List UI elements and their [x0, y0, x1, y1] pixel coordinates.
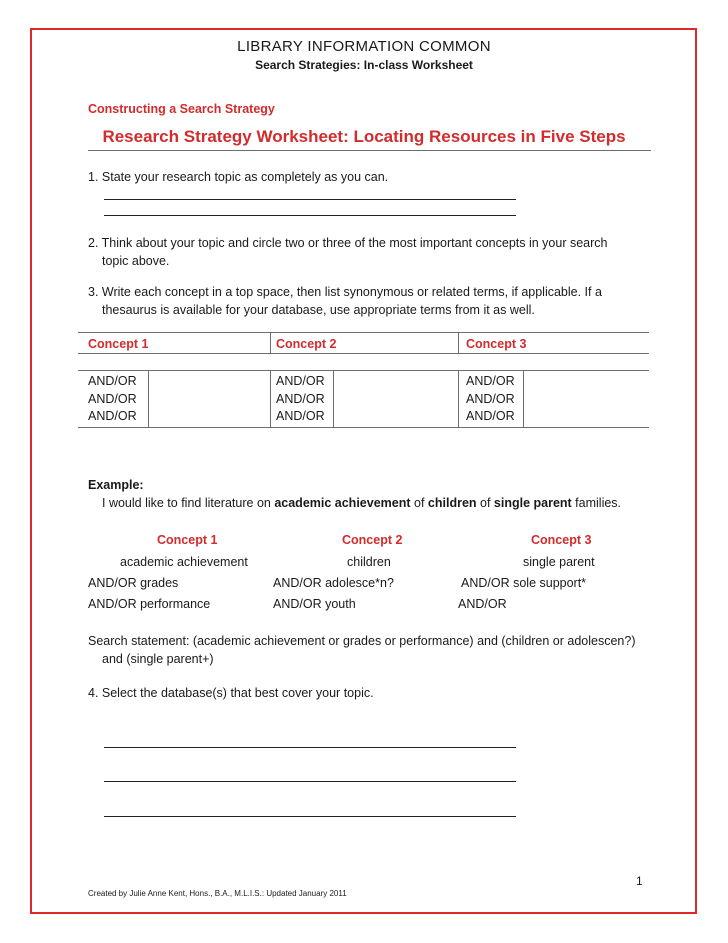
example-intro-text: I would like to find literature on	[102, 496, 275, 510]
connector-label: AND/OR	[466, 374, 515, 388]
database-answer-line-1[interactable]	[104, 747, 516, 748]
example-intro	[102, 496, 621, 510]
table-col-divider	[333, 370, 334, 427]
document-subtitle: Search Strategies: In-class Worksheet	[255, 58, 473, 72]
table-rule-header	[78, 353, 649, 354]
example-term: single parent	[493, 496, 572, 510]
page-number: 1	[636, 874, 643, 888]
worksheet-heading: Research Strategy Worksheet: Locating Resources in Five Steps	[102, 127, 626, 146]
connector-label: AND/OR	[88, 374, 137, 388]
database-answer-line-3[interactable]	[104, 816, 516, 817]
document-title: LIBRARY INFORMATION COMMON	[237, 38, 491, 55]
table-rule-bottom	[78, 427, 649, 428]
example-synonym: AND/OR performance	[88, 597, 211, 611]
table-col-divider	[270, 332, 271, 353]
heading-rule	[88, 150, 651, 151]
table-rule-top	[78, 332, 649, 333]
topic-answer-line-1[interactable]	[104, 199, 516, 200]
step-2-text-cont: topic above.	[102, 254, 170, 268]
step-3-text-cont: thesaurus is available for your database, use appropriate terms from it as well.	[102, 303, 535, 317]
example-synonym: AND/OR sole support*	[461, 576, 587, 590]
connector-label: AND/OR	[466, 409, 515, 423]
table-col-divider	[270, 370, 271, 427]
example-main-term: academic achievement	[120, 555, 248, 569]
step-2-text: 2. Think about your topic and circle two or three of the most important concepts in your search	[88, 236, 608, 250]
example-main-term: children	[347, 555, 391, 569]
table-col-divider	[148, 370, 149, 427]
section-title: Constructing a Search Strategy	[88, 102, 275, 116]
example-synonym: AND/OR grades	[88, 576, 179, 590]
search-statement: Search statement: (academic achievement or grades or performance) and (children or adolescen?)	[88, 634, 636, 648]
table-col-divider	[458, 370, 459, 427]
example-concept-1-header: Concept 1	[157, 533, 218, 547]
footer-credit: Created by Julie Anne Kent, Hons., B.A., M.L.I.S.: Updated January 2011	[88, 889, 347, 898]
concept-2-header: Concept 2	[276, 337, 337, 351]
connector-label: AND/OR	[276, 374, 325, 388]
example-synonym: AND/OR adolesce*n?	[273, 576, 394, 590]
step-1-text: 1. State your research topic as completely as you can.	[88, 170, 389, 184]
example-synonym: AND/OR	[458, 597, 507, 611]
example-intro-text: families.	[571, 496, 622, 510]
example-label: Example:	[88, 478, 144, 492]
step-4-text: 4. Select the database(s) that best cover your topic.	[88, 686, 374, 700]
concept-3-header: Concept 3	[466, 337, 527, 351]
example-main-term: single parent	[523, 555, 595, 569]
example-intro-text: of	[410, 496, 428, 510]
example-term: academic achievement	[274, 496, 411, 510]
topic-answer-line-2[interactable]	[104, 215, 516, 216]
connector-label: AND/OR	[88, 392, 137, 406]
example-term: children	[427, 496, 477, 510]
example-intro-text: of	[476, 496, 494, 510]
concept-1-header: Concept 1	[88, 337, 149, 351]
example-concept-2-header: Concept 2	[342, 533, 403, 547]
table-rule-body-top	[78, 370, 649, 371]
example-synonym: AND/OR youth	[273, 597, 356, 611]
table-col-divider	[458, 332, 459, 353]
table-col-divider	[523, 370, 524, 427]
connector-label: AND/OR	[276, 392, 325, 406]
step-3-text: 3. Write each concept in a top space, then list synonymous or related terms, if applicable. If a	[88, 285, 602, 299]
connector-label: AND/OR	[88, 409, 137, 423]
database-answer-line-2[interactable]	[104, 781, 516, 782]
connector-label: AND/OR	[276, 409, 325, 423]
connector-label: AND/OR	[466, 392, 515, 406]
search-statement-cont: and (single parent+)	[102, 652, 214, 666]
example-concept-3-header: Concept 3	[531, 533, 592, 547]
